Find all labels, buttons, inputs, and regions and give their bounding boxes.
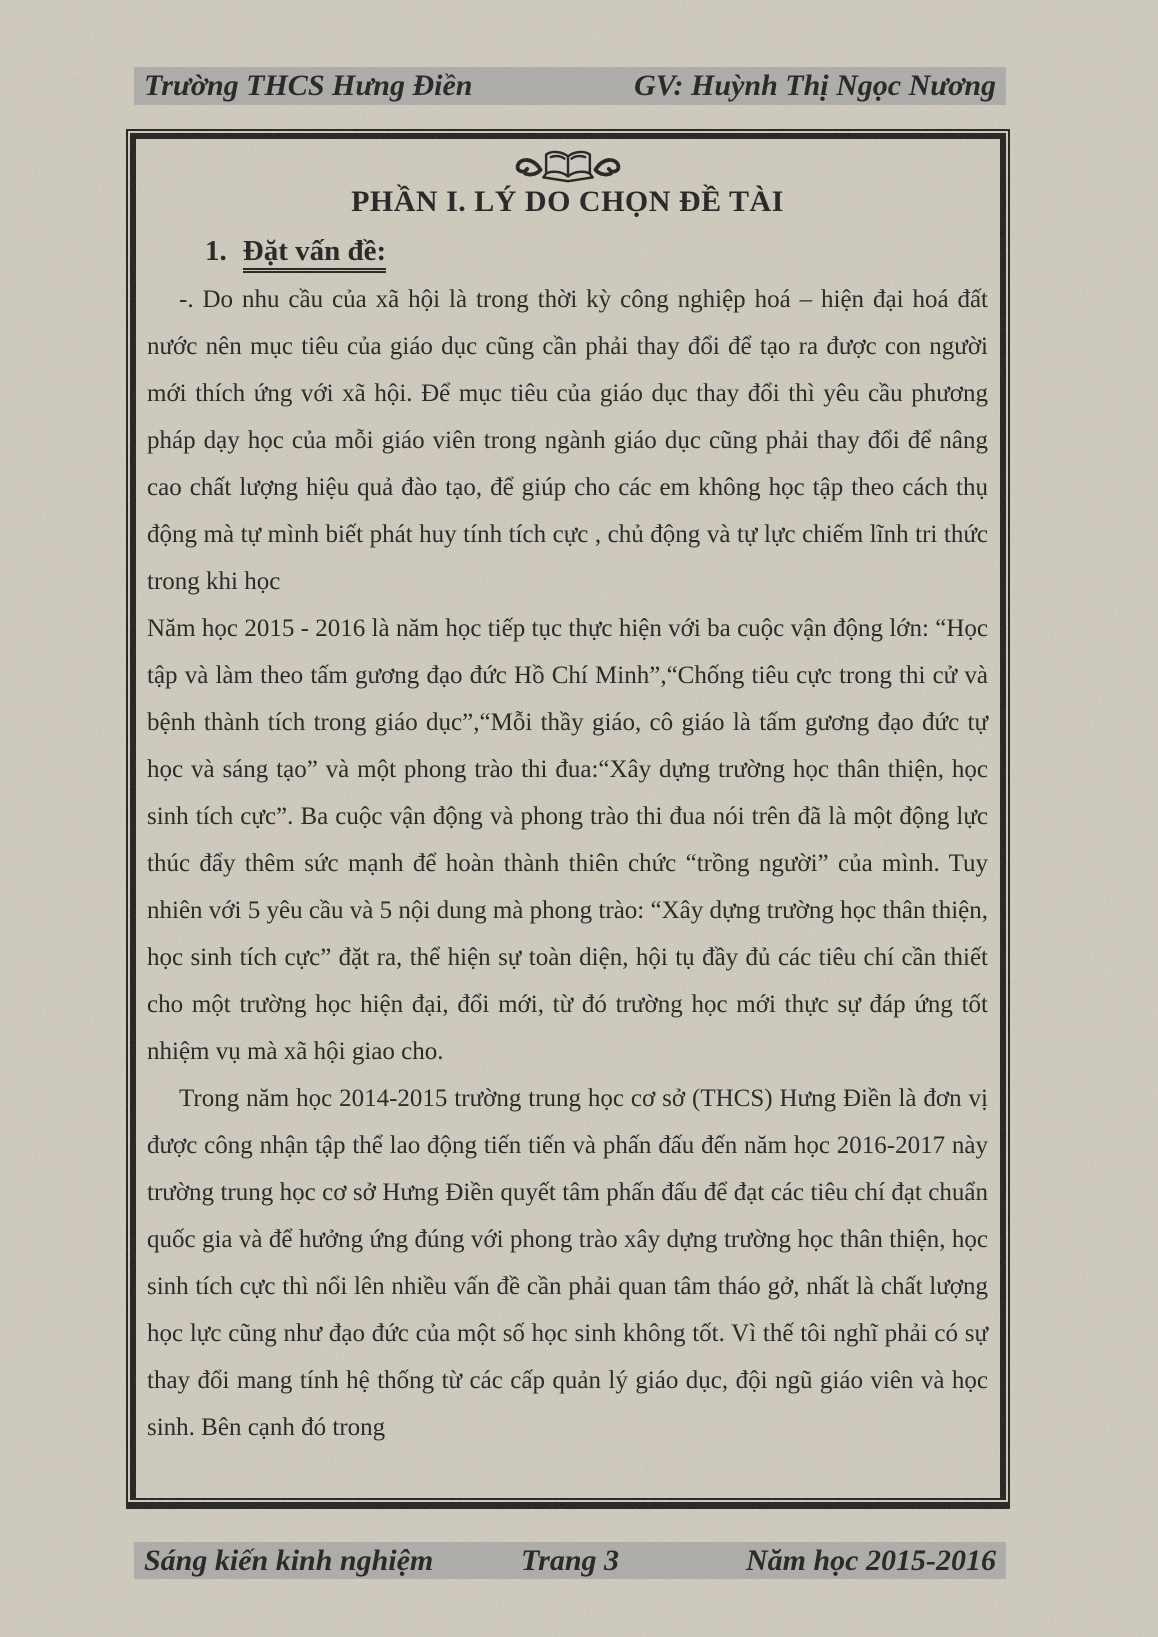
section-title: PHẦN I. LÝ DO CHỌN ĐỀ TÀI xyxy=(351,185,784,218)
paragraphs xyxy=(147,276,988,1451)
content-inner-box xyxy=(130,133,1006,1500)
page-header xyxy=(134,67,1006,105)
book-ornament-icon xyxy=(147,147,988,185)
paragraph: Trong năm học 2014-2015 trường trung học cơ sở (THCS) Hưng Điền là đơn vị được công nhận tập thể lao động tiến tiến và phấn đấu đến năm học 2016-2017 này trường trung học cơ sở Hưng Điền quyết tâm phấn đấu để đạt các tiêu chí đạt chuẩn quốc gia và để hưởng ứng đúng với phong trào xây dựng trường học thân thiện, học sinh tích cực thì nổi lên nhiều vấn đề cần phải quan tâm tháo gở, nhất là chất lượng học lực cũng như đạo đức của một số học sinh không tốt. Vì thế tôi nghĩ phải có sự thay đổi mang tính hệ thống từ các cấp quản lý giáo dục, đội ngũ giáo viên và học sinh. Bên cạnh đó trong xyxy=(147,1085,988,1441)
heading-number: 1. xyxy=(205,235,227,267)
subsection-heading xyxy=(205,235,988,268)
header-school-name: Trường THCS Hưng Điền xyxy=(144,69,473,102)
header-teacher-name: GV: Huỳnh Thị Ngọc Nương xyxy=(634,69,996,102)
content-border-box xyxy=(126,129,1010,1509)
paragraph: -. Do nhu cầu của xã hội là trong thời kỳ công nghiệp hoá – hiện đại hoá đất nước nên mục tiêu của giáo dục cũng cần phải thay đổi để tạo ra được con người mới thích ứng với xã hội. Để mục tiêu của giáo dục thay đổi thì yêu cầu phương pháp dạy học của mỗi giáo viên trong ngành giáo dục cũng phải thay đổi để nâng cao chất lượng hiệu quả đào tạo, để giúp cho các em không học tập theo cách thụ động mà tự mình biết phát huy tính tích cực , chủ động và tự lực chiếm lĩnh tri thức trong khi học xyxy=(147,286,988,595)
page-footer xyxy=(134,1542,1006,1579)
footer-page-number: Trang 3 xyxy=(520,1543,620,1577)
footer-school-year: Năm học 2015-2016 xyxy=(746,1543,996,1577)
heading-text: Đặt vấn đề: xyxy=(243,235,386,273)
footer-doc-type: Sáng kiến kinh nghiệm xyxy=(144,1543,434,1577)
paragraph: Năm học 2015 - 2016 là năm học tiếp tục thực hiện với ba cuộc vận động lớn: “Học tập và làm theo tấm gương đạo đức Hồ Chí Minh”,“Chống tiêu cực trong thi cử và bệnh thành tích trong giáo dục”,“Mỗi thầy giáo, cô giáo là tấm gương đạo đức tự học và sáng tạo” và một phong trào thi đua:“Xây dựng trường học thân thiện, học sinh tích cực”. Ba cuộc vận động và phong trào thi đua nói trên đã là một động lực thúc đẩy thêm sức mạnh để hoàn thành thiên chức “trồng người” của mình. Tuy nhiên với 5 yêu cầu và 5 nội dung mà phong trào: “Xây dựng trường học thân thiện, học sinh tích cực” đặt ra, thể hiện sự toàn diện, hội tụ đầy đủ các tiêu chí cần thiết cho một trường học hiện đại, đổi mới, từ đó trường học mới thực sự đáp ứng tốt nhiệm vụ mà xã hội giao cho. xyxy=(147,615,988,1065)
